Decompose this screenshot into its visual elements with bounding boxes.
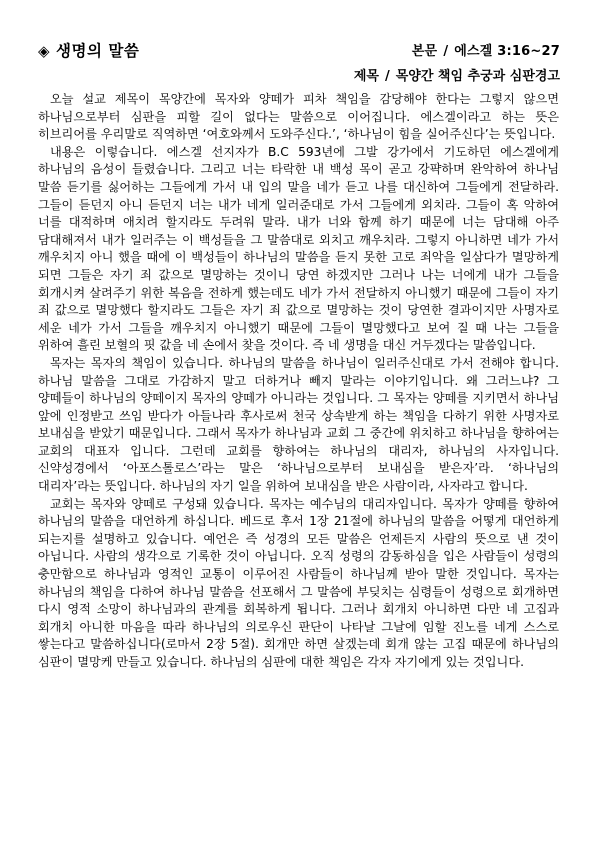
paragraph-3: 목자는 목자의 책임이 있습니다. 하나님의 말씀을 하나님이 일러주신대로 가서 전해야 합니다. 하나님 말씀을 그대로 가감하지 말고 더하거나 빼지 말라는 이야기입니다. 왜 그러느냐? 그 양떼들이 하나님의 양떼이지 목자의 양떼가 아니라는 것입니다. 그 목자는 양떼를 지키면서 하나님 앞에 인정받고 쓰임 받다가 아들나라 후사로써 천국 상속받게 하는 책임을 다하기 위한 사명자로 보내심을 받았기 때문입니다. 그래서 목자가 하나님과 교회 그 중간에 위치하고 하나님을 향하여는 교회의 대표자 입니다. 그런데 교회를 향하여는 하나님의 대리자, 하나님의 사자입니다. 신약성경에서 ‘아포스톨로스’라는 말은 ‘하나님으로부터 보내심을 받은자’라. ‘하나님의 대리자’라는 뜻입니다. 하나님의 자기 일을 위하여 보내심을 받은 사람이라, 사자라고 합니다.	[38, 355, 559, 494]
scripture-reference	[412, 40, 560, 59]
scripture-label: 본문	[411, 44, 438, 59]
subject-label: 제목	[353, 69, 379, 84]
sermon-body	[38, 91, 559, 672]
section-title-text: 생명의 말씀	[56, 42, 140, 60]
paragraph-1: 오늘 설교 제목이 목양간에 목자와 양떼가 피차 책임을 감당해야 한다는 그렇지 않으면 하나님으로부터 심판을 피할 길이 없다는 말씀으로 이어집니다. 에스겔이라고 하는 뜻은 히브리어를 우리말로 직역하면 ‘여호와께서 도와주신다.’, ‘하나님이 힘을 실어주신다’는 뜻입니다.	[38, 92, 559, 142]
subject-text: 목양간 책임 추궁과 심판경고	[395, 69, 560, 84]
paragraph-2: 내용은 이렇습니다. 에스겔 선지자가 B.C 593년에 그발 강가에서 기도하던 에스겔에게 하나님의 음성이 들렸습니다. 그리고 너는 타락한 내 백성 목이 곧고 강퍅하며 완악하여 하나님 말씀 듣기를 싫어하는 그들에게 가서 내 입의 말을 네가 듣고 나를 대신하여 그들에게 전달하라. 그들이 듣던지 아니 듣던지 너는 내가 네게 일러준대로 가서 그들에게 외치라. 그들이 혹 악하여 너를 대적하며 애치려 할지라도 두려워 말라. 내가 너와 함께 하기 때문에 너는 담대해 아주 담대해져서 내가 일러주는 이 백성들을 그 말씀대로 외치고 깨우치라. 그렇지 아니하면 네가 가서 깨우치지 아니 했을 때에 이 백성들이 하나님의 말씀을 듣지 못한 고로 죄악을 일삼다가 멸망하게 되면 그들은 자기 죄 값으로 멸망하는 것이니 당연 하겠지만 그러나 나는 너에게 내가 그들을 회개시켜 살려주기 위한 복음을 전하게 했는데도 네가 가서 전달하지 아니했기 때문에 그들이 자기 죄 값으로 멸망했다 할지라도 그들은 자기 죄 값으로 멸망하는 것이 당연한 결과이지만 사명자로 세운 네가 가서 그들을 깨우치지 아니했기 때문에 그들이 멸망했다고 보여 질 때 나는 그들을 위하여 흘린 보혈의 핏 값을 네 손에서 찾을 것이다. 즉 네 생명을 대신 거두겠다는 말씀입니다.	[38, 144, 559, 353]
paragraph-4: 교회는 목자와 양떼로 구성돼 있습니다. 목자는 예수님의 대리자입니다. 목자가 양떼를 향하여 하나님의 말씀을 대언하게 하십니다. 베드로 후서 1장 21절에 하나님의 말씀을 어떻게 대언하게 되는지를 설명하고 있습니다. 예언은 즉 성경의 모든 말씀은 언제든지 사람의 뜻으로 낸 것이 아닙니다. 사람의 생각으로 기록한 것이 아닙니다. 오직 성령의 감동하심을 입은 사람들이 성령의 충만함으로 하나님과 영적인 교통이 이루어진 사람들이 하나님께 받아 말한 것입니다. 목자는 하나님의 책임을 다하여 하나님 말씀을 선포해서 그 말씀에 부딪치는 심령들이 성령으로 회개하면 다시 영적 소망이 하나님과의 관계를 회복하게 됩니다. 그러나 회개치 아니하면 다만 네 고집과 회개치 아니한 마음을 따라 하나님의 의로우신 판단이 나타날 그날에 임할 진노를 네게 스스로 쌓는다고 말씀하십니다(로마서 2장 5절). 회개만 하면 살겠는데 회개 않는 고집 때문에 하나님의 심판이 멸망케 만들고 있습니다. 하나님의 심판에 대한 책임은 각자 자기에게 있는 것입니다.	[38, 496, 559, 669]
diamond-bullet-icon: ◈	[38, 42, 51, 60]
scripture-separator: /	[443, 44, 449, 59]
section-title	[38, 39, 139, 61]
subject-separator: /	[384, 69, 390, 84]
scripture-text: 에스겔 3:16~27	[454, 44, 560, 59]
sermon-subject	[354, 65, 560, 84]
